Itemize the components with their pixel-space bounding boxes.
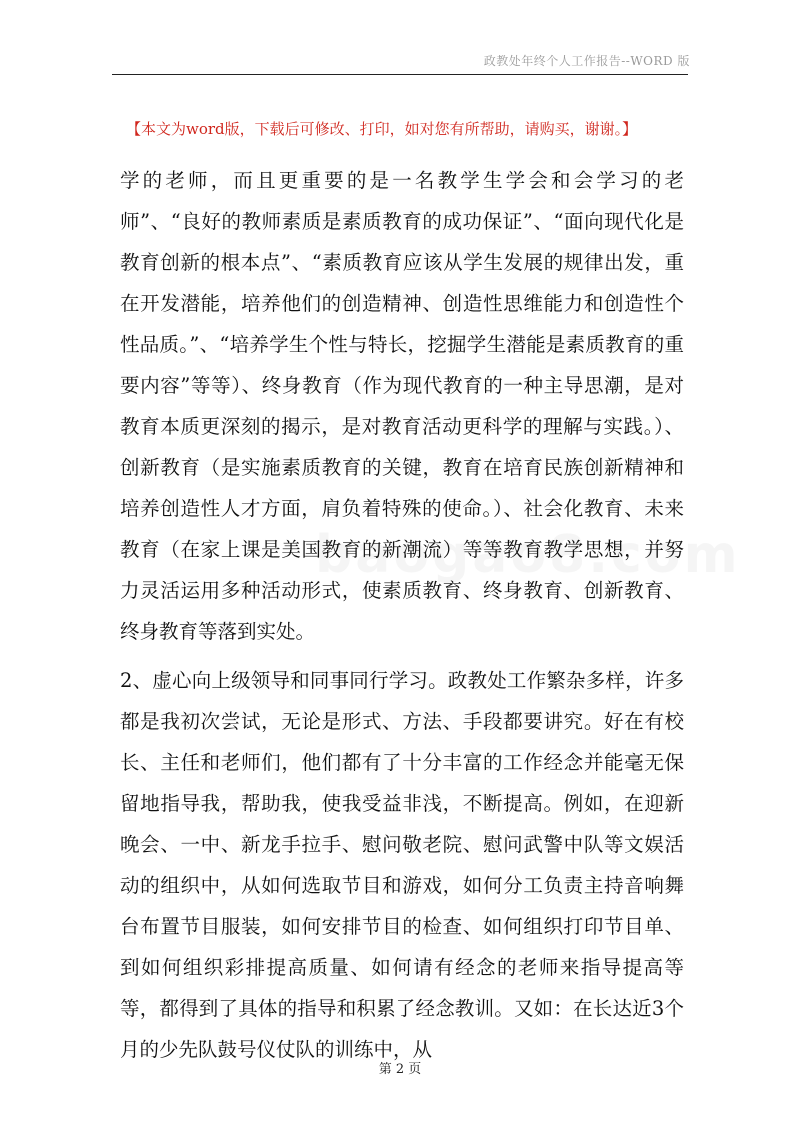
document-header-title: 政教处年终个人工作报告--WORD 版	[483, 54, 690, 68]
purchase-notice: 【本文为word版，下载后可修改、打印，如对您有所帮助，请购买，谢谢。】	[126, 120, 638, 138]
page-number: 第 2 页	[378, 1062, 422, 1077]
body-paragraph-2: 2、虚心向上级领导和同事同行学习。政教处工作繁杂多样，许多都是我初次尝试，无论是形式、方法、手段都要讲究。好在有校长、主任和老师们，他们都有了十分丰富的工作经念并能毫无保留地指导我，帮助我，使我受益非浅，不断提高。例如，在迎新晚会、一中、新龙手拉手、慰问敬老院、慰问武警中队等文娱活动的组织中，从如何选取节目和游戏，如何分工负责主持音响舞台布置节目服装，如何安排节目的检查、如何组织打印节目单、到如何组织彩排提高质量、如何请有经念的老师来指导提高等等，都得到了具体的指导和积累了经念教训。又如：在长达近3个月的少先队鼓号仪仗队的训练中，从	[120, 669, 684, 1061]
header-divider	[112, 74, 688, 75]
body-paragraph-1: 学的老师，而且更重要的是一名教学生学会和会学习的老师”、“良好的教师素质是素质教育的成功保证”、“面向现代化是教育创新的根本点”、“素质教育应该从学生发展的规律出发，重在开发潜能，培养他们的创造精神、创造性思维能力和创造性个性品质。”、“培养学生个性与特长，挖掘学生潜能是素质教育的重要内容”等等）、终身教育（作为现代教育的一种主导思潮，是对教育本质更深刻的揭示，是对教育活动更科学的理解与实践。）、创新教育（是实施素质教育的关键，教育在培育民族创新精神和培养创造性人才方面，肩负着特殊的使命。）、社会化教育、未来教育（在家上课是美国教育的新潮流）等等教育教学思想，并努力灵活运用多种活动形式，使素质教育、终身教育、创新教育、终身教育等落到实处。	[120, 169, 684, 643]
watermark	[315, 525, 741, 585]
